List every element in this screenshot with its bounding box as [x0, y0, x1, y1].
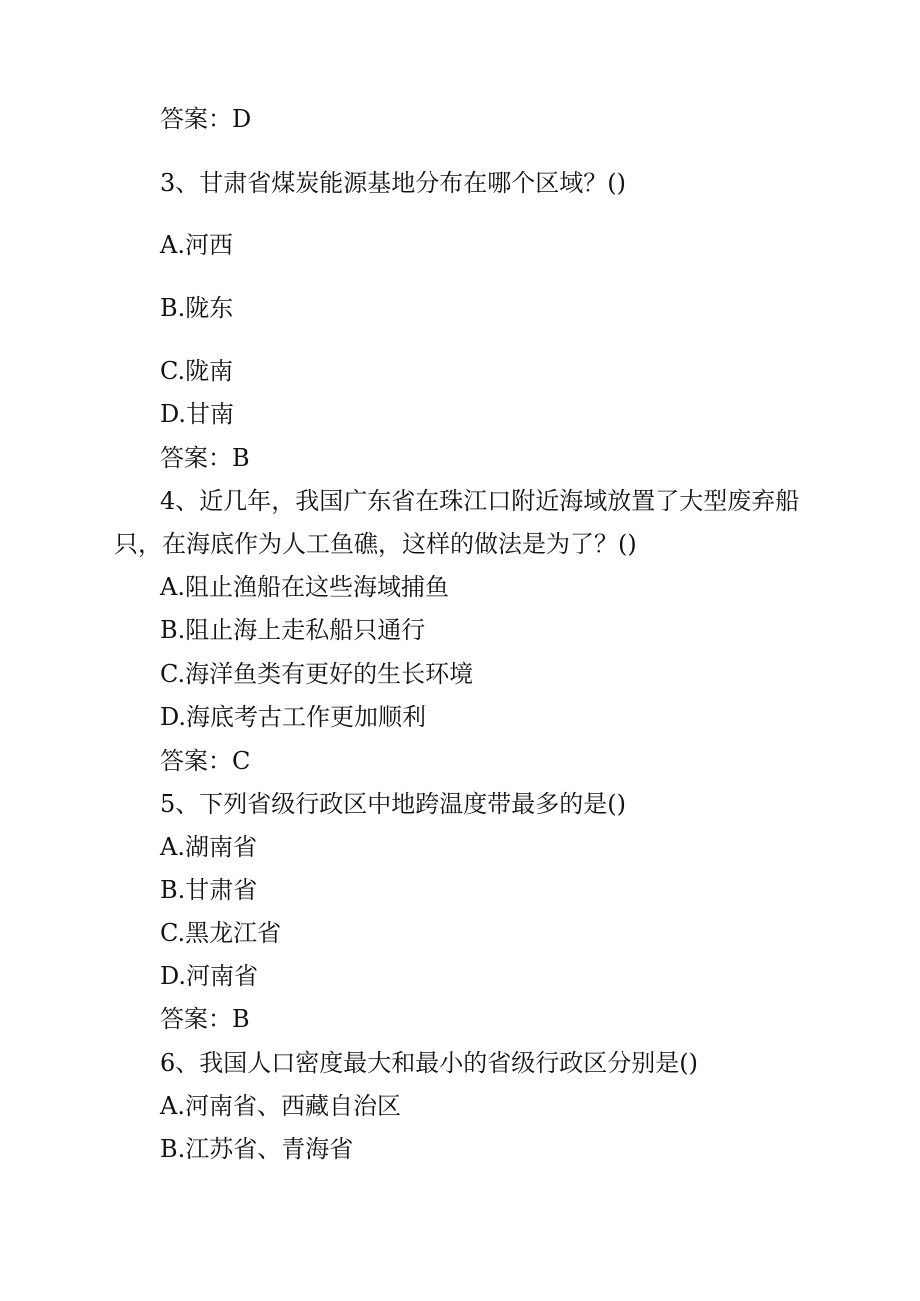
- question-5: 5、下列省级行政区中地跨温度带最多的是(): [160, 790, 626, 818]
- q5-option-a: A.湖南省: [160, 833, 257, 861]
- q3-option-a: A.河西: [160, 231, 233, 259]
- q6-option-a: A.河南省、西藏自治区: [160, 1092, 401, 1120]
- question-4: 4、近几年，我国广东省在珠江口附近海域放置了大型废弃船: [160, 487, 800, 515]
- q5-option-c: C.黑龙江省: [160, 919, 282, 947]
- q6-option-b: B.江苏省、青海省: [160, 1135, 354, 1163]
- question-3: 3、甘肃省煤炭能源基地分布在哪个区域？(): [160, 169, 626, 197]
- q3-option-d: D.甘南: [160, 400, 235, 428]
- q4-option-d: D.海底考古工作更加顺利: [160, 703, 427, 731]
- answer-q4: 答案：C: [160, 747, 251, 775]
- answer-q3: 答案：B: [160, 444, 250, 472]
- q5-option-d: D.河南省: [160, 962, 259, 990]
- question-4-continued: 只，在海底作为人工鱼礁，这样的做法是为了？(): [114, 530, 637, 558]
- question-6: 6、我国人口密度最大和最小的省级行政区分别是(): [160, 1049, 698, 1077]
- q5-option-b: B.甘肃省: [160, 876, 258, 904]
- q4-option-c: C.海洋鱼类有更好的生长环境: [160, 660, 474, 688]
- q4-option-a: A.阻止渔船在这些海域捕鱼: [160, 573, 449, 601]
- answer-q2: 答案：D: [160, 105, 252, 133]
- answer-q5: 答案：B: [160, 1005, 250, 1033]
- q3-option-b: B.陇东: [160, 294, 234, 322]
- q4-option-b: B.阻止海上走私船只通行: [160, 616, 426, 644]
- q3-option-c: C.陇南: [160, 357, 234, 385]
